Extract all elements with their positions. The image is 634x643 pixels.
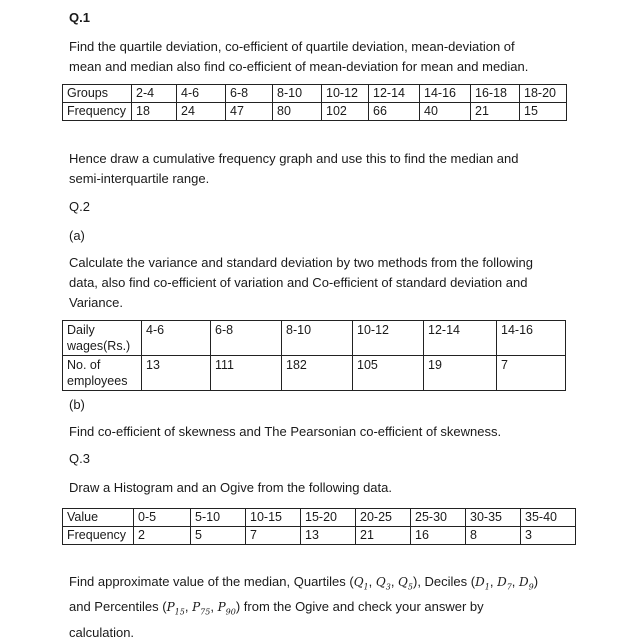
q2-wage-cell: 10-12 — [353, 321, 424, 356]
q2-wage-cell: 12-14 — [424, 321, 497, 356]
q1-group-cell: 4-6 — [177, 85, 226, 103]
q1-question — [69, 37, 609, 77]
q3-value-cell: 30-35 — [466, 509, 521, 527]
q3-value-cell: 10-15 — [246, 509, 301, 527]
decile-symbol: $D_1$ — [475, 575, 490, 592]
q1-frequency-cell: 102 — [322, 103, 369, 121]
q1-frequency-cell: 47 — [226, 103, 273, 121]
quartile-symbol: $Q_1$ — [353, 575, 369, 592]
q2-employee-cell: 105 — [353, 356, 424, 391]
q3-find-line-1: Find approximate value of the median, Quartiles ($Q_1$, $Q_3$, $Q_5$), Deciles ($D_1$, $D_7$, $D_9$) — [69, 574, 539, 592]
q1-group-cell: 12-14 — [369, 85, 420, 103]
q1-hence-text — [69, 149, 609, 189]
q1-frequency-cell: 80 — [273, 103, 322, 121]
q3-value-cell: 0-5 — [134, 509, 191, 527]
q2-wage-cell: 4-6 — [142, 321, 211, 356]
q3-frequency-cell: 5 — [191, 527, 246, 545]
q3-frequency-row — [63, 527, 576, 545]
q2-a-question — [69, 253, 614, 313]
q3-frequency-cell: 2 — [134, 527, 191, 545]
percentile-symbol: $P_{75}$ — [192, 600, 211, 617]
q3-value-cell: 25-30 — [411, 509, 466, 527]
q2-employee-cell: 19 — [424, 356, 497, 391]
q2-wages-row — [63, 321, 566, 356]
q1-group-cell: 2-4 — [132, 85, 177, 103]
q2-a-line-2: data, also find co-efficient of variation and Co-efficient of standard deviation and — [69, 275, 528, 290]
q3-frequency-cell: 8 — [466, 527, 521, 545]
q1-line-1: Find the quartile deviation, co-efficient of quartile deviation, mean-deviation of — [69, 39, 515, 54]
q3-value-cell: 35-40 — [521, 509, 576, 527]
q3-find-line-3: calculation. — [69, 624, 135, 640]
q2-employees-label — [63, 356, 142, 391]
q2-employee-cell: 111 — [211, 356, 282, 391]
q1-hence-line-1: Hence draw a cumulative frequency graph and use this to find the median and — [69, 151, 519, 166]
q1-frequency-cell: 15 — [520, 103, 567, 121]
q3-values-row — [63, 509, 576, 527]
q2-wages-label — [63, 321, 142, 356]
percentile-symbol: $P_{90}$ — [217, 600, 236, 617]
q2-employee-cell: 182 — [282, 356, 353, 391]
q1-group-cell: 6-8 — [226, 85, 273, 103]
q2-wage-cell: 6-8 — [211, 321, 282, 356]
q2-employees-label-line-1: No. of — [67, 358, 101, 372]
quartile-symbol: $Q_3$ — [375, 575, 391, 592]
q2-a-line-3: Variance. — [69, 295, 123, 310]
q1-hence-line-2: semi-interquartile range. — [69, 171, 210, 186]
percentile-symbol: $P_{15}$ — [166, 600, 185, 617]
q3-table — [62, 508, 576, 545]
q2-b-question: Find co-efficient of skewness and The Pearsonian co-efficient of skewness. — [69, 424, 502, 439]
q2-employees-label-line-2: employees — [67, 374, 128, 388]
q1-frequency-cell: 21 — [471, 103, 520, 121]
q1-frequency-cell: 40 — [420, 103, 471, 121]
decile-symbol: $D_7$ — [497, 575, 512, 592]
q3-frequency-label: Frequency — [63, 527, 134, 545]
q2-employee-cell: 7 — [497, 356, 566, 391]
q1-groups-label: Groups — [63, 85, 132, 103]
q2-wages-label-line-1: Daily — [67, 323, 95, 337]
q1-frequency-label: Frequency — [63, 103, 132, 121]
q3-find-line-2: and Percentiles ($P_{15}$, $P_{75}$, $P_{90}$) from the Ogive and check your answer by — [69, 599, 484, 617]
q3-frequency-cell: 7 — [246, 527, 301, 545]
q3-value-cell: 15-20 — [301, 509, 356, 527]
q3-frequency-cell: 16 — [411, 527, 466, 545]
q3-find-text-1: Find approximate value of the median, Quartiles ( — [69, 574, 354, 589]
q3-find-text-3: ) — [533, 574, 539, 589]
q2-employees-row — [63, 356, 566, 391]
q1-group-cell: 8-10 — [273, 85, 322, 103]
q1-heading: Q.1 — [69, 10, 90, 25]
q3-frequency-cell: 21 — [356, 527, 411, 545]
q1-line-2: mean and median also find co-efficient of mean-deviation for mean and median. — [69, 59, 529, 74]
q1-table — [62, 84, 567, 121]
q1-frequency-row — [63, 103, 567, 121]
q1-group-cell: 14-16 — [420, 85, 471, 103]
q3-value-cell: 20-25 — [356, 509, 411, 527]
q3-value-label: Value — [63, 509, 134, 527]
q1-frequency-cell: 24 — [177, 103, 226, 121]
q1-group-cell: 16-18 — [471, 85, 520, 103]
q2-a-line-1: Calculate the variance and standard deviation by two methods from the following — [69, 255, 533, 270]
q2-part-b-label: (b) — [69, 397, 85, 412]
q3-find-line2-text-2: ) from the Ogive and check your answer by — [235, 599, 484, 615]
q2-wage-cell: 14-16 — [497, 321, 566, 356]
q3-frequency-cell: 13 — [301, 527, 356, 545]
q3-find-line2-text-1: and Percentiles ( — [69, 599, 167, 615]
q3-find-question — [69, 572, 614, 643]
q2-wage-cell: 8-10 — [282, 321, 353, 356]
q3-frequency-cell: 3 — [521, 527, 576, 545]
q2-heading: Q.2 — [69, 199, 90, 214]
q3-value-cell: 5-10 — [191, 509, 246, 527]
q2-table — [62, 320, 566, 391]
q2-part-a-label: (a) — [69, 228, 85, 243]
quartile-symbol: $Q_5$ — [398, 575, 413, 592]
q2-wages-label-line-2: wages(Rs.) — [67, 339, 131, 353]
q1-groups-row — [63, 85, 567, 103]
q2-employee-cell: 13 — [142, 356, 211, 391]
q3-heading: Q.3 — [69, 451, 90, 466]
q3-find-text-2: ), Deciles ( — [412, 574, 476, 589]
q1-group-cell: 10-12 — [322, 85, 369, 103]
q1-frequency-cell: 66 — [369, 103, 420, 121]
q3-intro: Draw a Histogram and an Ogive from the following data. — [69, 480, 392, 495]
q1-frequency-cell: 18 — [132, 103, 177, 121]
decile-symbol: $D_9$ — [519, 575, 534, 592]
q1-group-cell: 18-20 — [520, 85, 567, 103]
